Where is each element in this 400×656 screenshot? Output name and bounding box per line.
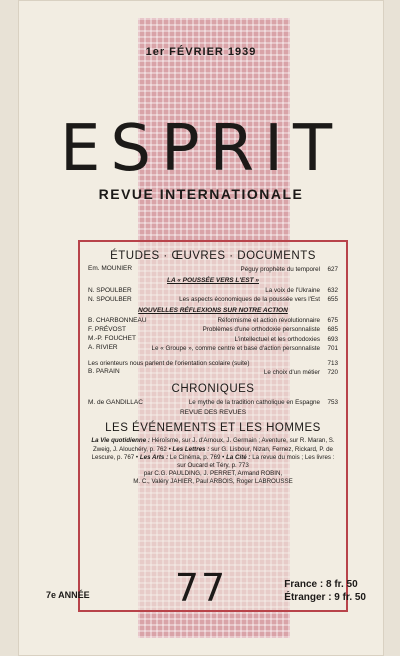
entry-page: 675 (327, 317, 338, 325)
entry-author: M.-P. FOUCHET (88, 335, 136, 343)
entry-author: B. CHARBONNEAU (88, 317, 147, 324)
entry-title: Le « Groupe », comme centre et base d'action personnaliste (151, 344, 320, 352)
entry-author: M. de GANDILLAC (88, 398, 143, 406)
events-paragraph (88, 437, 338, 469)
toc-entry (88, 287, 338, 295)
contributors-line: par C.G. PAULDING, J. PERRET, Armand ROBIN, (143, 469, 283, 477)
toc-entry (88, 265, 338, 273)
entry-author: N. SPOULBER (88, 286, 132, 294)
entry-title: Réformisme et action révolutionnaire (217, 317, 320, 325)
toc-entry (88, 326, 338, 334)
issue-date: 1er FÉVRIER 1939 (145, 46, 257, 58)
subsection-heading: NOUVELLES RÉFLEXIONS SUR NOTRE ACTION (138, 306, 288, 314)
toc-entry (88, 335, 338, 343)
rubric-label: Les Arts : (139, 453, 169, 461)
rubric-label: La Cité : (226, 453, 251, 461)
spacer (88, 354, 338, 359)
entry-author: Em. MOUNIER (88, 265, 133, 273)
price-abroad: Étranger : 9 fr. 50 (284, 592, 366, 603)
toc-entry (88, 296, 338, 304)
year-label: 7e ANNÉE (46, 590, 90, 600)
rubric-text: La revue du mois ; Les livres : sur Oucard et Téry, p. 773 (177, 453, 335, 469)
rubric-text: Le Cinéma, p. 769 • (169, 453, 225, 461)
magazine-subtitle: REVUE INTERNATIONALE (98, 186, 304, 202)
entry-title: Les aspects économiques de la poussée vers l'Est (179, 296, 320, 304)
toc-entry (88, 399, 338, 407)
magazine-cover (18, 0, 384, 656)
table-of-contents (78, 240, 348, 612)
entry-author: F. PRÉVOST (88, 326, 126, 334)
contributors-line: M. C., Valéry JAHIER, Paul ARBOIS, Roger LABROUSSE (133, 477, 293, 485)
entry-title: Le mythe de la tradition catholique en Espagne (188, 399, 320, 407)
entry-page: 701 (327, 344, 338, 352)
toc-entry (88, 360, 338, 368)
toc-entry (88, 344, 338, 352)
toc-entry (88, 368, 338, 376)
entry-page: 655 (327, 296, 338, 304)
revue-des-revues: REVUE DES REVUES (179, 408, 247, 416)
entry-title: Problèmes d'une orthodoxie personnaliste (202, 326, 320, 334)
entry-page: 627 (327, 265, 338, 273)
entry-page: 693 (327, 335, 338, 343)
section-heading: ÉTUDES · ŒUVRES · DOCUMENTS (110, 250, 316, 262)
magazine-title: ESPRIT (59, 112, 343, 186)
section-heading: CHRONIQUES (171, 383, 255, 396)
entry-author: A. RIVIER (88, 344, 118, 352)
issue-number: 77 (174, 566, 228, 610)
entry-title: La voix de l'Ukraine (265, 286, 320, 294)
subsection-heading: LA « POUSSÉE VERS L'EST » (167, 276, 259, 284)
rubric-text: Héroïsme, sur J. d'Arnoux, J. Germain ; Aventure, sur R. Maran, S. Zweig, J. Alouchéry, p. 762 • (93, 437, 335, 453)
rubric-label: Les Lettres : (172, 445, 210, 453)
entry-page: 720 (327, 368, 338, 376)
entry-title: L'intellectuel et les orthodoxies (234, 335, 320, 343)
entry-title: Péguy prophète du temporel (240, 265, 320, 273)
entry-title: Les orienteurs nous parlent de l'orientation scolaire (suite) (88, 359, 250, 367)
entry-page: 713 (327, 359, 338, 367)
rubric-label: La Vie quotidienne : (91, 437, 150, 445)
section-heading: LES ÉVÉNEMENTS ET LES HOMMES (105, 422, 321, 435)
entry-author: N. SPOULBER (88, 295, 132, 303)
entry-author: B. PARAIN (88, 368, 120, 376)
entry-page: 632 (327, 286, 338, 294)
entry-page: 685 (327, 326, 338, 334)
entry-title: Le choix d'un métier (263, 368, 320, 376)
toc-entry (88, 317, 338, 325)
rubric-text: sur G. Lisbour, Nizan, Fernez, Rickard, P. de Lescure, p. 767 • (91, 445, 333, 461)
entry-page: 753 (327, 399, 338, 407)
price-france: France : 8 fr. 50 (284, 579, 358, 590)
prices (284, 578, 366, 604)
